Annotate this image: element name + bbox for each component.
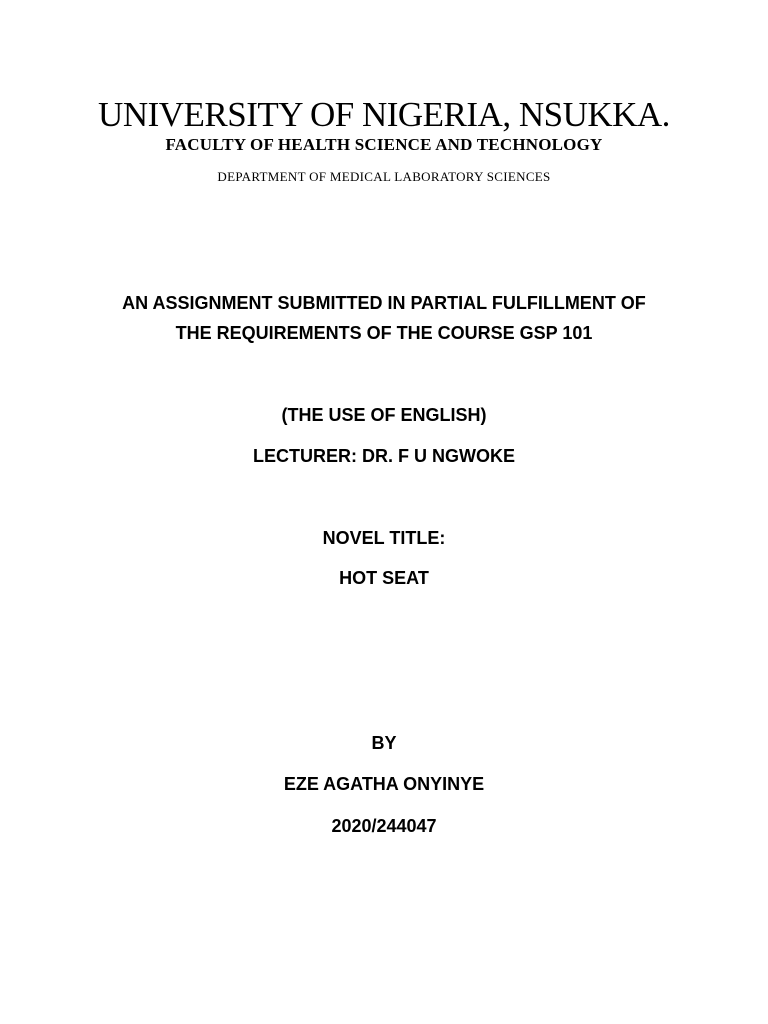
lecturer-name: LECTURER: DR. F U NGWOKE <box>253 446 515 466</box>
novel-title-label: NOVEL TITLE: <box>322 528 446 548</box>
registration-number: 2020/244047 <box>331 816 437 836</box>
novel-title: HOT SEAT <box>339 568 429 588</box>
university-name: UNIVERSITY OF NIGERIA, NSUKKA. <box>98 95 670 134</box>
by-label: BY <box>371 733 397 753</box>
assignment-statement-line-2: THE REQUIREMENTS OF THE COURSE GSP 101 <box>175 323 593 343</box>
department-name: DEPARTMENT OF MEDICAL LABORATORY SCIENCES <box>217 169 551 184</box>
assignment-statement-line-1: AN ASSIGNMENT SUBMITTED IN PARTIAL FULFILLMENT OF <box>122 293 646 313</box>
course-name: (THE USE OF ENGLISH) <box>281 405 487 425</box>
faculty-name: FACULTY OF HEALTH SCIENCE AND TECHNOLOGY <box>165 135 603 154</box>
author-name: EZE AGATHA ONYINYE <box>283 774 485 794</box>
